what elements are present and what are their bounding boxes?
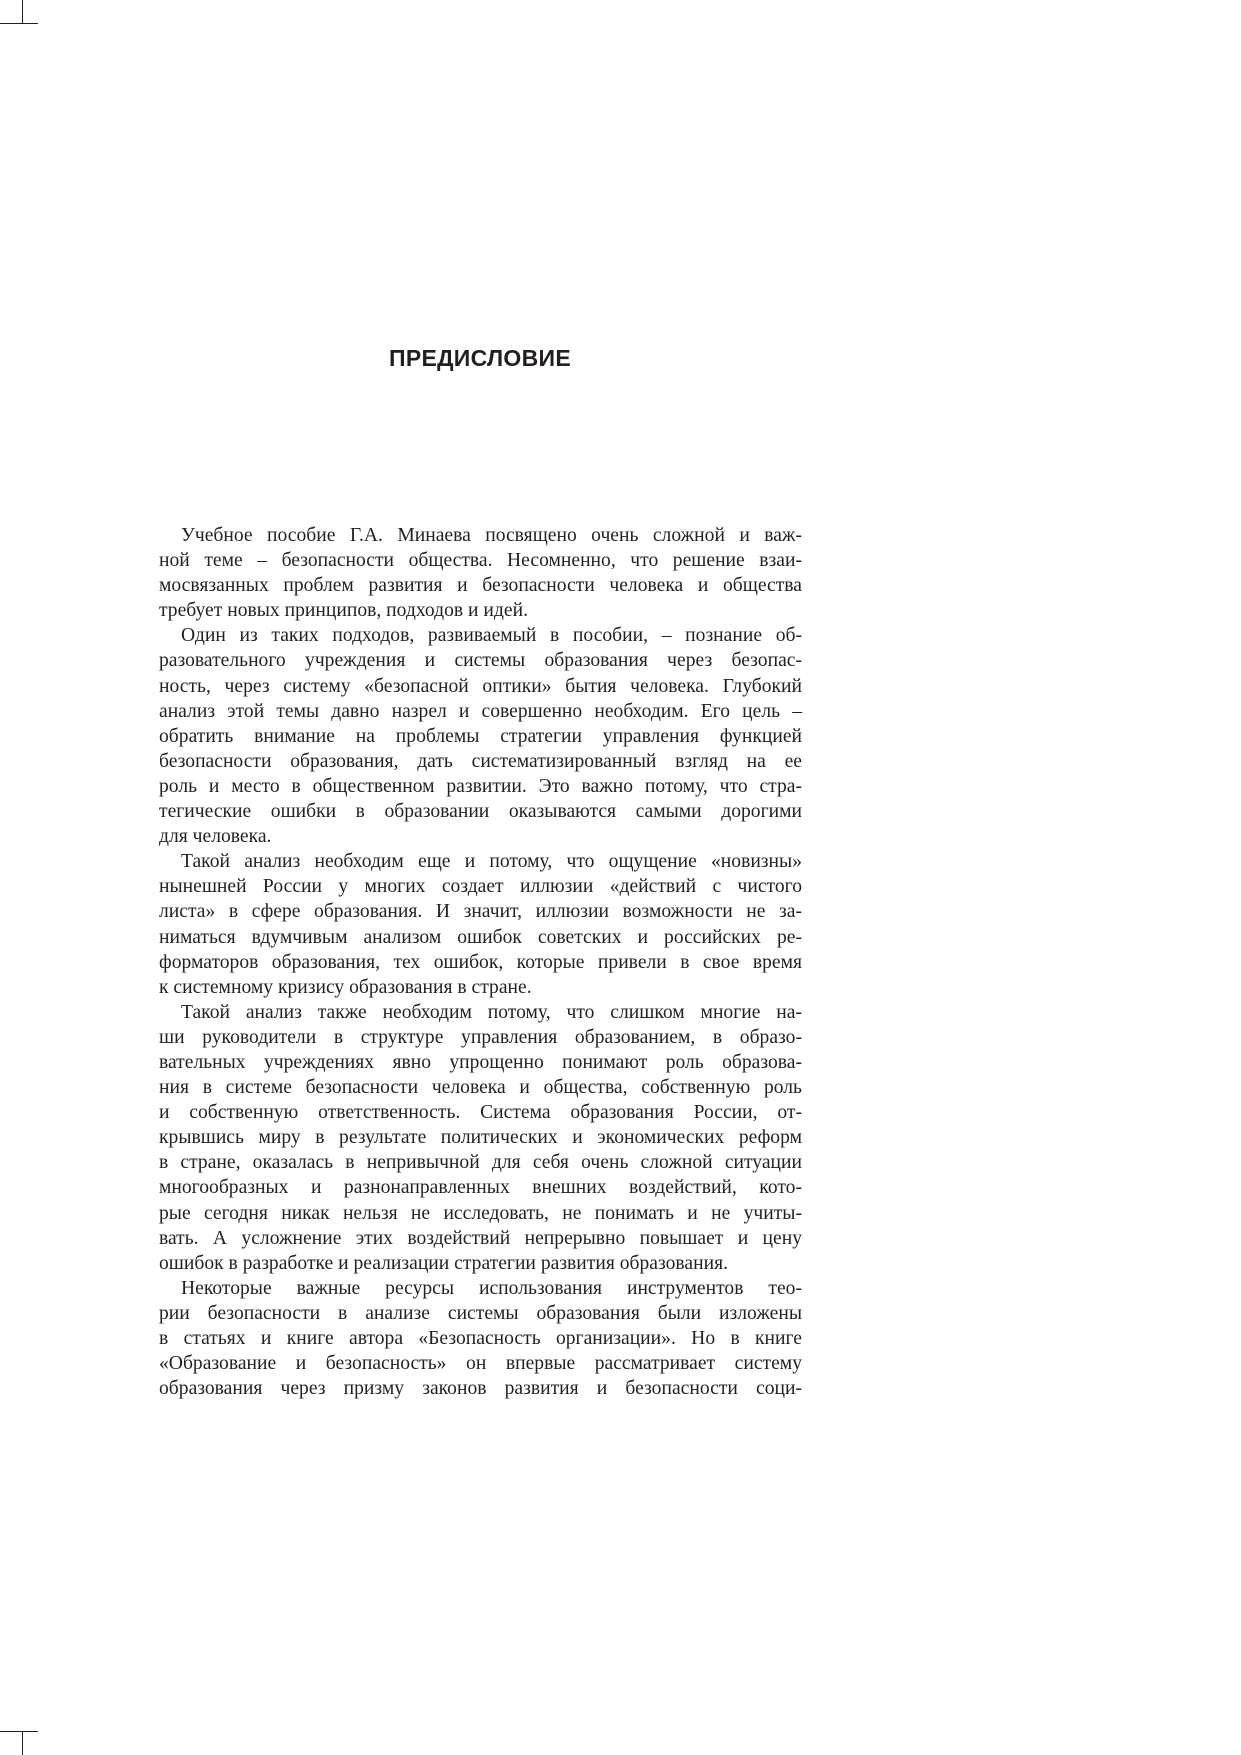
text-line: ошибок в разработке и реализации стратегии развития образования.: [159, 1252, 729, 1274]
text-line: в статьях и книге автора «Безопасность организации». Но в книге: [159, 1328, 802, 1349]
text-line: для человека.: [159, 826, 272, 848]
crop-mark-top-horizontal: [0, 23, 38, 24]
text-line: вать. А усложнение этих воздействий непрерывно повышает и цену: [159, 1227, 802, 1249]
text-line: Такой анализ необходим еще и потому, что ощущение «новизны»: [181, 851, 802, 873]
text-line: тегические ошибки в образовании оказываются самыми дорогими: [159, 801, 802, 823]
text-line: к системному кризису образования в стране.: [159, 976, 532, 998]
text-line: и собственную ответственность. Система образования России, от-: [159, 1102, 802, 1124]
text-line: ши руководители в структуре управления образованием, в образо-: [159, 1026, 802, 1048]
text-line: мосвязанных проблем развития и безопасности человека и общества: [159, 575, 802, 597]
text-line: Такой анализ также необходим потому, что слишком многие на-: [181, 1001, 802, 1023]
text-line: рии безопасности в анализе системы образования были изложены: [159, 1302, 802, 1324]
text-line: рые сегодня никак нельзя не исследовать, не понимать и не учиты-: [159, 1202, 802, 1224]
text-line: ной теме – безопасности общества. Несомненно, что решение взаи-: [159, 550, 802, 572]
text-line: роль и место в общественном развитии. Это важно потому, что стра-: [159, 775, 802, 797]
text-line: крывшись миру в результате политических и экономических реформ: [159, 1127, 802, 1149]
text-line: многообразных и разнонаправленных внешних воздействий, кото-: [159, 1177, 802, 1199]
crop-mark-bottom-horizontal: [0, 1731, 38, 1732]
text-line: в стране, оказалась в непривычной для себя очень сложной ситуации: [159, 1152, 802, 1174]
text-line: Один из таких подходов, развиваемый в пособии, – познание об-: [181, 625, 802, 647]
page-title: ПРЕДИСЛОВИЕ: [389, 345, 571, 371]
text-line: нынешней России у многих создает иллюзии «действий с чистого: [159, 876, 802, 898]
text-line: форматоров образования, тех ошибок, которые привели в свое время: [159, 951, 802, 973]
text-line: разовательного учреждения и системы образования через безопас-: [159, 650, 802, 672]
text-line: анализ этой темы давно назрел и совершенно необходим. Его цель –: [159, 700, 802, 722]
text-line: требует новых принципов, подходов и идей.: [159, 600, 528, 622]
text-line: обратить внимание на проблемы стратегии управления функцией: [159, 725, 802, 747]
text-line: Некоторые важные ресурсы использования инструментов тео-: [181, 1277, 802, 1299]
text-line: ность, через систему «безопасной оптики» бытия человека. Глубокий: [159, 675, 802, 697]
text-line: ния в системе безопасности человека и общества, собственную роль: [159, 1077, 802, 1099]
text-line: Учебное пособие Г.А. Минаева посвящено очень сложной и важ-: [181, 525, 802, 546]
text-line: ниматься вдумчивым анализом ошибок советских и российских ре-: [159, 926, 802, 948]
text-line: безопасности образования, дать систематизированный взгляд на ее: [159, 750, 802, 772]
body-text: [159, 523, 802, 1401]
text-line: «Образование и безопасность» он впервые рассматривает систему: [159, 1353, 802, 1375]
text-line: образования через призму законов развития и безопасности соци-: [159, 1378, 802, 1400]
crop-mark-bottom-vertical: [22, 1731, 23, 1755]
text-line: листа» в сфере образования. И значит, иллюзии возможности не за-: [159, 901, 802, 923]
text-line: вательных учреждениях явно упрощенно понимают роль образова-: [159, 1051, 802, 1073]
crop-mark-top-vertical: [22, 0, 23, 24]
